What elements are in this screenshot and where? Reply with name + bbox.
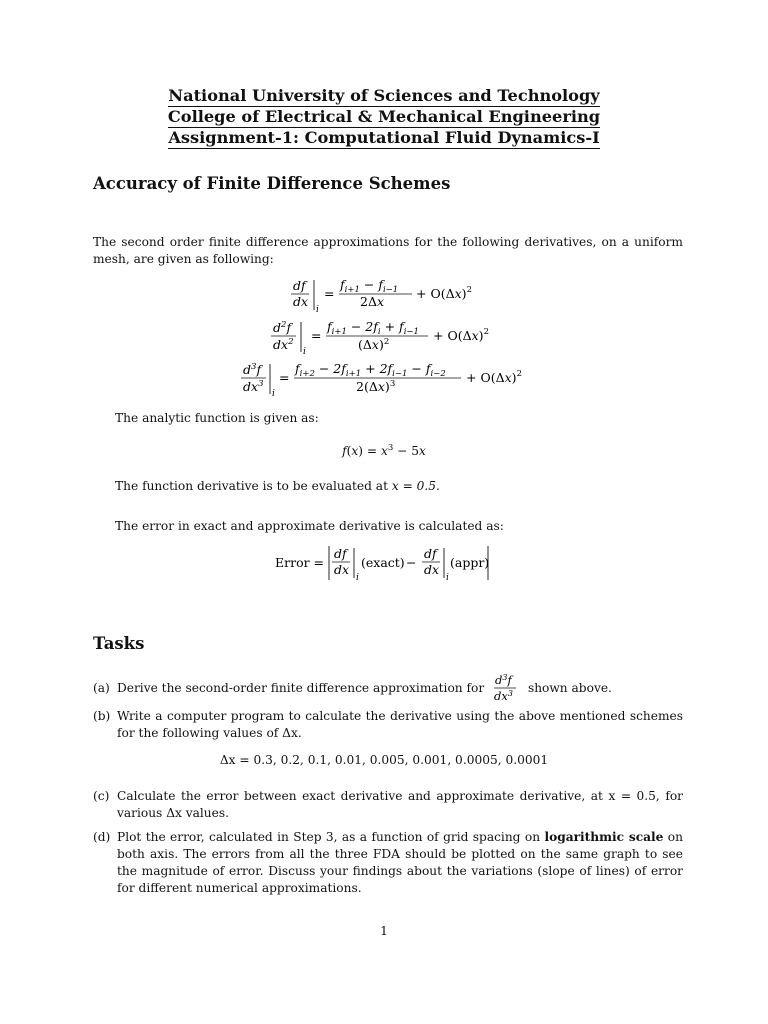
svg-text:fi+1 − fi−1: $f_{i+1} - f_{i-1}$ — [340, 277, 399, 295]
exact-word: (exact) — [361, 555, 405, 570]
first-derivative-equation — [291, 277, 472, 315]
third-derivative-equation — [241, 361, 522, 399]
svg-text:+ O(Δx)2: + $O(\Delta x)^2$ — [433, 327, 489, 343]
fd-equations — [0, 270, 768, 400]
svg-text:2Δx: 2Δx — [360, 294, 385, 309]
svg-text:dx: dx — [424, 562, 440, 577]
svg-text:fi+1 − 2fi + fi−1: $f_{i+1} - 2f_i + f_{i-1}$ — [327, 319, 419, 337]
svg-text:−: − — [406, 555, 417, 570]
svg-text:=: = — [311, 328, 322, 343]
svg-text:2(Δx)3: $2(\Delta x)^3$ — [356, 379, 396, 394]
svg-text:=: = — [324, 286, 335, 301]
svg-text:dx3: $dx^3$ — [494, 688, 514, 703]
svg-text:=: = — [279, 370, 290, 385]
section-title-tasks: Tasks — [93, 634, 145, 653]
svg-text:dx: dx — [293, 294, 309, 309]
task-d-text-1: Plot the error, calculated in Step 3, as a function of grid spacing on — [117, 830, 545, 844]
task-d-bold: logarithmic scale — [544, 830, 664, 844]
college-title: College of Electrical & Mechanical Engineering — [167, 107, 601, 126]
svg-text:i: i — [316, 305, 319, 315]
svg-text:df: df — [424, 546, 437, 561]
error-equation — [0, 540, 768, 590]
task-b-values: Δx = 0.3, 0.2, 0.1, 0.01, 0.005, 0.001, 0.0005, 0.0001 — [219, 753, 549, 767]
task-a — [93, 672, 683, 703]
assignment-title: Assignment-1: Computational Fluid Dynamics-I — [168, 128, 600, 147]
svg-text:df: df — [293, 278, 306, 293]
page-number: 1 — [380, 924, 388, 938]
svg-text:i: i — [272, 389, 275, 399]
svg-text:i: i — [356, 573, 359, 583]
task-a-label: (a) — [93, 681, 110, 695]
task-c — [93, 788, 683, 822]
evaluate-statement — [115, 478, 440, 495]
svg-text:fi+2 − 2fi+1 + 2fi−1 − fi−2: $f_{i+2} - 2f_{i+1} + 2f_{i-1} - f_{i-2}$ — [295, 361, 446, 379]
second-derivative-equation — [271, 319, 489, 357]
svg-text:i: i — [446, 573, 449, 583]
svg-text:d2f: $d^2f$ — [273, 320, 292, 335]
task-b-text: Write a computer program to calculate the derivative using the above mentioned schemes for the following values of Δx. — [117, 709, 683, 740]
third-derivative-symbol — [492, 672, 522, 706]
svg-text:dx3: $dx^3$ — [243, 379, 264, 394]
svg-text:d3f: $d^3f$ — [243, 362, 262, 377]
task-b — [93, 708, 683, 742]
svg-text:+ O(Δx)2: + $O(\Delta x)^2$ — [466, 369, 522, 385]
svg-text:d3f: $d^3f$ — [495, 672, 512, 687]
analytic-function: $f(x) = x^3 - 5x$ — [342, 443, 426, 459]
task-c-text: Calculate the error between exact derivative and approximate derivative, at x = 0.5, for various Δx values. — [117, 789, 683, 820]
task-d — [93, 829, 683, 897]
svg-text:dx2: $dx^2$ — [273, 337, 294, 352]
section-title-accuracy: Accuracy of Finite Difference Schemes — [93, 174, 451, 193]
svg-text:dx: dx — [334, 562, 350, 577]
error-word: Error = — [275, 555, 325, 570]
svg-text:+ O(Δx)2: + $O(\Delta x)^2$ — [416, 285, 472, 301]
svg-text:(Δx)2: $(\Delta x)^2$ — [358, 337, 390, 352]
task-c-label: (c) — [93, 789, 110, 803]
task-a-text: Derive the second-order finite difference approximation for — [117, 681, 485, 695]
task-d-label: (d) — [93, 830, 111, 844]
university-title: National University of Sciences and Technology — [168, 86, 600, 105]
task-a-suffix: shown above. — [527, 681, 612, 695]
task-d-text — [117, 829, 683, 897]
evaluate-prefix: The function derivative is to be evaluated at — [115, 479, 392, 493]
svg-text:i: i — [303, 347, 306, 357]
error-label: The error in exact and approximate derivative is calculated as: — [115, 519, 504, 533]
evaluate-value: x = 0.5. — [391, 479, 440, 493]
intro-paragraph: The second order finite difference approximations for the following derivatives, on a uniform mesh, are given as following: — [93, 235, 683, 266]
analytic-label: The analytic function is given as: — [115, 411, 319, 425]
appr-word: (appr) — [450, 555, 490, 570]
task-b-label: (b) — [93, 709, 111, 723]
task-d-text-2: on both axis. The errors from all the three FDA should be plotted on the same graph to see the magnitude of error. Discuss your findings about the variations (slope of lines) of error for different numerical approximations. — [117, 830, 683, 895]
svg-text:df: df — [334, 546, 347, 561]
